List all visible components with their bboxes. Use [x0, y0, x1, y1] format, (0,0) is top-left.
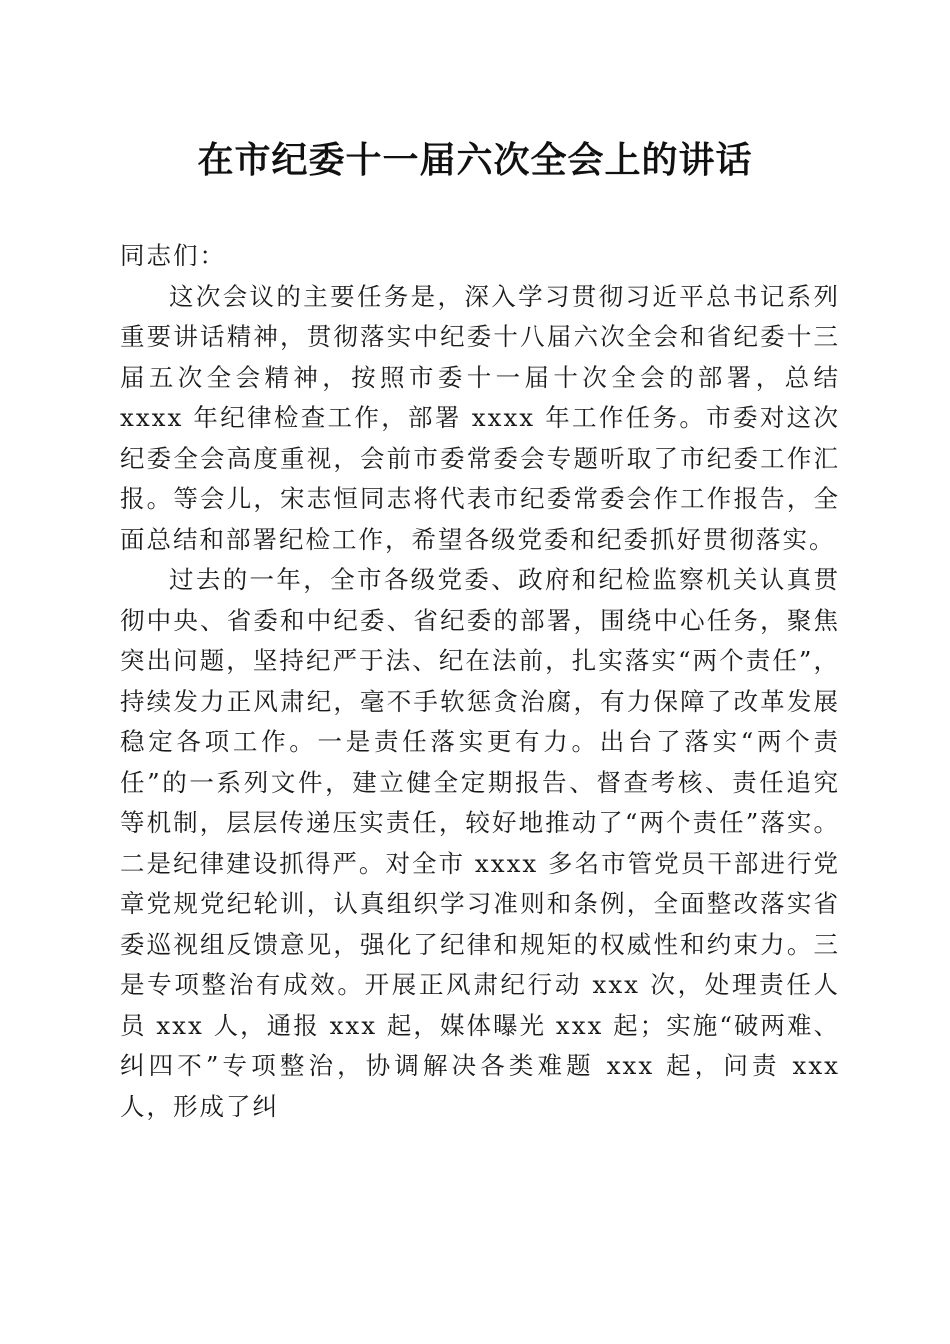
document-body: [120, 236, 840, 1127]
salutation: 同志们：: [120, 241, 226, 270]
document-title: 在市纪委十一届六次全会上的讲话: [197, 139, 753, 181]
paragraph-2: 过去的一年，全市各级党委、政府和纪检监察机关认真贯彻中央、省委和中纪委、省纪委的部署，围绕中心任务，聚焦突出问题，坚持纪严于法、纪在法前，扎实落实“两个责任”，持续发力正风肃纪，毫不手软惩贪治腐，有力保障了改革发展稳定各项工作。一是责任落实更有力。出台了落实“两个责任”的一系列文件，建立健全定期报告、督查考核、责任追究等机制，层层传递压实责任，较好地推动了“两个责任”落实。二是纪律建设抓得严。对全市 xxxx 多名市管党员干部进行党章党规党纪轮训，认真组织学习准则和条例，全面整改落实省委巡视组反馈意见，强化了纪律和规矩的权威性和约束力。三是专项整治有成效。开展正风肃纪行动 xxx 次，处理责任人员 xxx 人，通报 xxx 起，媒体曝光 xxx 起；实施“破两难、纠四不”专项整治，协调解决各类难题 xxx 起，问责 xxx 人，形成了纠: [120, 565, 840, 1121]
paragraph-1: 这次会议的主要任务是，深入学习贯彻习近平总书记系列重要讲话精神，贯彻落实中纪委十八届六次全会和省纪委十三届五次全会精神，按照市委十一届十次全会的部署，总结 xxxx 年纪律检查工作，部署 xxxx 年工作任务。市委对这次纪委全会高度重视，会前市委常委会专题听取了市纪委工作汇报。等会儿，宋志恒同志将代表市纪委常委会作工作报告，全面总结和部署纪检工作，希望各级党委和纪委抓好贯彻落实。: [120, 281, 840, 554]
